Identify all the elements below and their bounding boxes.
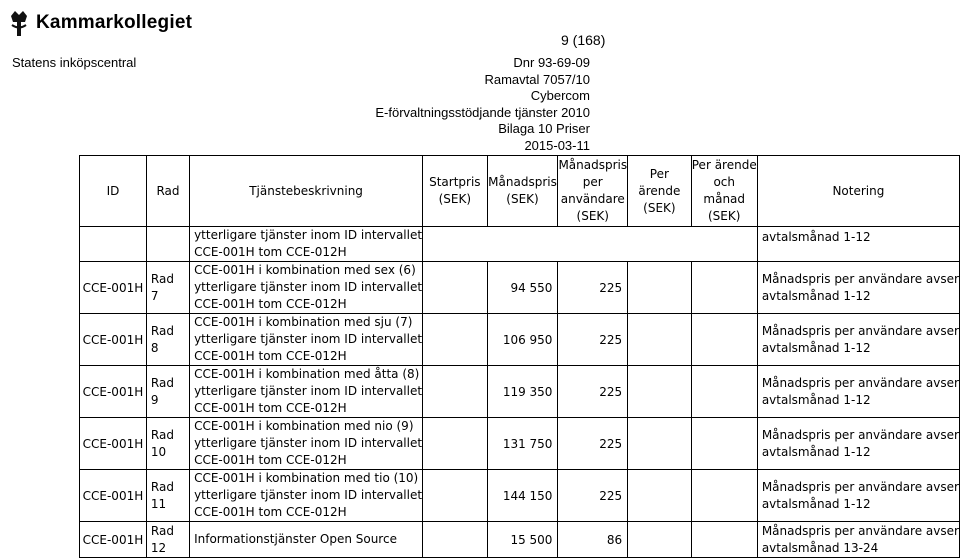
note-line: Månadspris per användare avser [761, 523, 959, 538]
meta-line: Ramavtal 7057/10 [484, 71, 590, 87]
meta-line: Cybercom [530, 88, 590, 103]
desc-line: CCE-001H i kombination med åtta (8) [194, 367, 420, 381]
table-row [80, 522, 960, 558]
table-row [80, 366, 960, 418]
desc-line: ytterligare tjänster inom ID intervallet [194, 436, 423, 450]
cell-per-arende-manad [691, 522, 757, 558]
table-row [80, 262, 960, 314]
meta-line: Bilaga 10 Priser [498, 121, 590, 136]
cell-per-arende [628, 262, 692, 314]
desc-line: CCE-001H tom CCE-012H [194, 401, 347, 415]
brand-name: Kammarkollegiet [36, 12, 193, 33]
cell-rad: Rad 12 [146, 522, 189, 558]
note-line: Månadspris per användare avser [761, 375, 959, 390]
cell-desc [190, 314, 423, 366]
cell-manadspris-anv: 225 [558, 366, 628, 418]
document-meta [375, 55, 590, 154]
note-line: Månadspris per användare avser [761, 479, 959, 494]
cell-desc [190, 522, 423, 558]
table-row [80, 470, 960, 522]
table-row [80, 314, 960, 366]
desc-line: ytterligare tjänster inom ID intervallet [194, 228, 423, 242]
meta-line: E-förvaltningsstödjande tjänster 2010 [375, 104, 590, 120]
cell-id: CCE-001H [80, 470, 147, 522]
cell-per-arende-manad [691, 314, 757, 366]
cell-manadspris-anv: 225 [558, 418, 628, 470]
cell-desc [190, 227, 423, 262]
cell-note [757, 262, 959, 314]
cell-manadspris: 131 750 [487, 418, 558, 470]
note-line: avtalsmånad 1-12 [761, 392, 871, 407]
cell-per-arende-manad [691, 366, 757, 418]
cell-startpris [423, 522, 488, 558]
cell-rad: Rad 10 [146, 418, 189, 470]
desc-line: CCE-001H i kombination med sex (6) [194, 263, 416, 277]
cell-desc [190, 470, 423, 522]
cell-rad: Rad 7 [146, 262, 189, 314]
note-line: avtalsmånad 13-24 [761, 540, 879, 555]
table-row [80, 227, 960, 262]
cell-manadspris-anv: 225 [558, 262, 628, 314]
table-header-row [80, 156, 960, 227]
cell-id [80, 227, 147, 262]
col-header-manadspris-anv: Månadspris per användare (SEK) [558, 156, 628, 227]
cell-per-arende-manad [691, 262, 757, 314]
cell-rad: Rad 11 [146, 470, 189, 522]
cell-id: CCE-001H [80, 366, 147, 418]
col-header-notering: Notering [757, 156, 959, 227]
cell-per-arende [628, 314, 692, 366]
note-line: Månadspris per användare avser [761, 427, 959, 442]
cell-manadspris: 94 550 [487, 262, 558, 314]
cell-note: avtalsmånad 1-12 [757, 227, 959, 262]
cell-id: CCE-001H [80, 522, 147, 558]
cell-per-arende-manad [691, 470, 757, 522]
cell-desc [190, 418, 423, 470]
department-name: Statens inköpscentral [12, 55, 137, 70]
col-header-per-arende-manad: Per ärende och månad (SEK) [691, 156, 757, 227]
cell-id: CCE-001H [80, 262, 147, 314]
desc-line: ytterligare tjänster inom ID intervallet [194, 384, 423, 398]
cell-per-arende [628, 470, 692, 522]
note-line: avtalsmånad 1-12 [761, 288, 871, 303]
desc-line: CCE-001H tom CCE-012H [194, 505, 347, 519]
cell-startpris [423, 470, 488, 522]
desc-line: CCE-001H tom CCE-012H [194, 245, 347, 259]
col-header-desc: Tjänstebeskrivning [190, 156, 423, 227]
cell-note [757, 522, 959, 558]
note-line: avtalsmånad 1-12 [761, 496, 871, 511]
cell-note [757, 470, 959, 522]
cell-per-arende [628, 418, 692, 470]
cell-prices-empty [423, 227, 758, 262]
col-header-manadspris: Månadspris (SEK) [487, 156, 558, 227]
cell-startpris [423, 418, 488, 470]
col-header-id: ID [80, 156, 147, 227]
cell-manadspris: 119 350 [487, 366, 558, 418]
desc-line: Informationstjänster Open Source [194, 532, 397, 546]
meta-line: 2015-03-11 [524, 137, 590, 153]
cell-manadspris: 15 500 [487, 522, 558, 558]
col-header-startpris: Startpris (SEK) [423, 156, 488, 227]
cell-rad: Rad 9 [146, 366, 189, 418]
cell-manadspris: 144 150 [487, 470, 558, 522]
cell-manadspris-anv: 225 [558, 314, 628, 366]
cell-per-arende [628, 522, 692, 558]
desc-line: CCE-001H tom CCE-012H [194, 453, 347, 467]
page-number: 9 (168) [561, 32, 606, 48]
cell-id: CCE-001H [80, 418, 147, 470]
table-row [80, 418, 960, 470]
price-table [79, 155, 960, 558]
cell-id: CCE-001H [80, 314, 147, 366]
cell-desc [190, 262, 423, 314]
col-header-per-arende: Per ärende (SEK) [628, 156, 692, 227]
desc-line: ytterligare tjänster inom ID intervallet [194, 332, 423, 346]
note-line: Månadspris per användare avser [761, 323, 959, 338]
col-header-rad: Rad [146, 156, 189, 227]
cell-startpris [423, 262, 488, 314]
cell-per-arende [628, 366, 692, 418]
desc-line: CCE-001H i kombination med tio (10) [194, 471, 419, 485]
desc-line: ytterligare tjänster inom ID intervallet [194, 280, 423, 294]
cell-note [757, 314, 959, 366]
note-line: avtalsmånad 1-12 [761, 444, 871, 459]
cell-startpris [423, 366, 488, 418]
desc-line: CCE-001H i kombination med nio (9) [194, 419, 414, 433]
brand-logo [8, 8, 192, 38]
cell-manadspris-anv: 86 [558, 522, 628, 558]
cell-manadspris-anv: 225 [558, 470, 628, 522]
desc-line: CCE-001H tom CCE-012H [194, 297, 347, 311]
cell-note [757, 418, 959, 470]
desc-line: CCE-001H tom CCE-012H [194, 349, 347, 363]
crown-emblem-icon [8, 8, 30, 38]
desc-line: CCE-001H i kombination med sju (7) [194, 315, 413, 329]
cell-rad [146, 227, 189, 262]
note-line: Månadspris per användare avser [761, 271, 959, 286]
cell-startpris [423, 314, 488, 366]
cell-per-arende-manad [691, 418, 757, 470]
cell-desc [190, 366, 423, 418]
note-line: avtalsmånad 1-12 [761, 340, 871, 355]
cell-manadspris: 106 950 [487, 314, 558, 366]
cell-rad: Rad 8 [146, 314, 189, 366]
desc-line: ytterligare tjänster inom ID intervallet [194, 488, 423, 502]
meta-line: Dnr 93-69-09 [513, 55, 590, 70]
cell-note [757, 366, 959, 418]
